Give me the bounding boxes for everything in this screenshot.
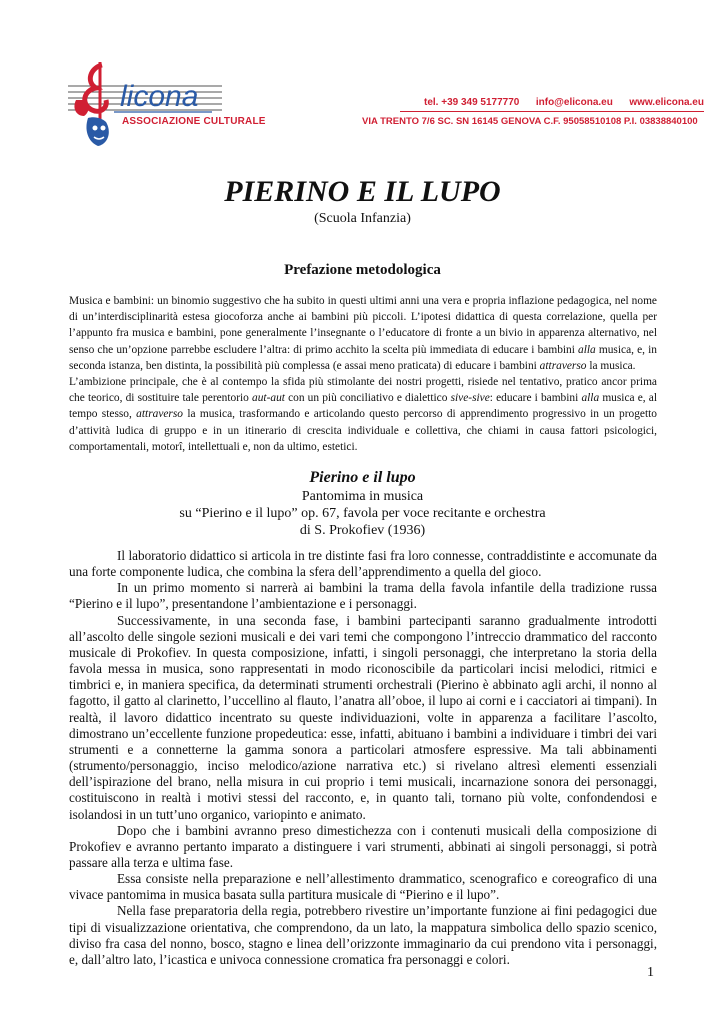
phone: tel. +39 349 5177770: [424, 97, 520, 108]
document-subtitle: (Scuola Infanzia): [314, 211, 411, 226]
body-paragraph: Il laboratorio didattico si articola in tre distinte fasi fra loro connesse, contraddistinte e accomunate da una forte componente ludica, che combina la sfera dell’apprendimento a quella del gioco.: [69, 548, 657, 580]
body-paragraph: Essa consiste nella preparazione e nell’allestimento drammatico, scenografico e coreografico di una vivace pantomima in musica basata sulla partitura musicale di “Pierino e il lupo”.: [69, 871, 657, 903]
email-link[interactable]: info@elicona.eu: [535, 97, 613, 108]
page-number: 1: [647, 965, 654, 980]
section-title: Pierino e il lupo: [309, 469, 416, 486]
section-subtitle-3: di S. Prokofiev (1936): [299, 523, 426, 538]
preface-paragraph: Musica e bambini: un binomio suggestivo che ha subito in questi ultimi anni una vera e propria inflazione pedagogica, nel nome di un’interdisciplinarità estesa giocoforza anche ai bambini più piccoli. L’ipotesi didattica di questa correlazione, quella per l’appunto fra musica e bambini, pone generalmente l’insegnante o l’educatore di fronte a un bivio in apparenza alternativo, nel senso che un’opzione parrebbe escludere l’altra: di primo acchito la scelta più immediata di educare i bambini alla musica, e, in seconda istanza, ben distinta, la possibilità più complessa (e assai meno praticata) di educare i bambini attraverso la musica.: [69, 295, 657, 372]
preface-heading: Prefazione metodologica: [284, 262, 441, 278]
body-paragraph: Dopo che i bambini avranno preso dimestichezza con i contenuti musicali della composizione di Prokofiev e avranno pertanto imparato a distinguere i vari strumenti, abbinati ai singoli personaggi, si potrà passare alla terza e ultima fase.: [69, 822, 657, 870]
document-title: PIERINO E IL LUPO: [224, 175, 501, 208]
preface-paragraph: L’ambizione principale, che è al contempo la sfida più stimolante dei nostri progetti, risiede nel tentativo, pratico ancor prima che teorico, di sostituire tale perentorio aut-aut con un più conciliativo e dialettico sive-sive: educare i bambini alla musica e, al tempo stesso, attraverso la musica, trasformando e articolando questo percorso di apprendimento progressivo in un progetto d’attività ludica di gruppo e in un itinerario di crescita individuale e collettiva, che chiami in causa fattori psicologici, comportamentali, motorî, intellettuali e, non da ultimo, estetici.: [69, 376, 657, 453]
body-paragraph: Successivamente, in una seconda fase, i bambini partecipanti saranno gradualmente introdotti all’ascolto delle singole sezioni musicali e dei vari temi che compongono l’intreccio drammatico del racconto musicale di Prokofiev. In questa composizione, infatti, i singoli personaggi, che interpretano la storia della favola messa in musica, sono rappresentati in modo riconoscibile da particolari incisi melodici, ritmici e timbrici e, in maniera specifica, da determinati strumenti orchestrali (Pierino è abbinato agli archi, il nonno al fagotto, il gatto al clarinetto, l’uccellino al flauto, l’anatra all’oboe, il lupo ai corni e i cacciatori ai timpani). In realtà, il lavoro didattico incentrato su queste individuazioni, volte in apparenza a facilitare l’ascolto, dimostrano un’eccellente funzione propedeutica: esse, infatti, abituano i bambini a individuare i timbri dei vari strumenti e a connetterne la gamma sonora a particolari atmosfere espressive. Ma tali abbinamenti (strumento/personaggio, inciso melodico/azione narrativa etc.) si rivelano altresì elementi essenziali dell’ispirazione del brano, nella misura in cui proprio i temi musicali, incarnazione sonora dei personaggi, costituiscono in realtà i motivi stessi del racconto, e, in quanto tali, tornano più volte, confondendosi e isolandosi in un tutt’uno organico, variopinto e animato.: [69, 612, 657, 822]
body-paragraph: Nella fase preparatoria della regia, potrebbero rivestire un’importante funzione ai fini pedagogici due tipi di visualizzazione orientativa, che comprendono, da un lato, la mappatura simbolica dello spazio scenico, diviso fra casa del nonno, bosco, stagno e linea dell’orizzonte immaginario da cui prendono vita i personaggi, e, dall’altro lato, l’icastica e univoca connessione cromatica fra personaggi e colori.: [69, 903, 657, 967]
body-text: [69, 548, 657, 968]
section-subtitle-1: Pantomima in musica: [301, 489, 424, 504]
website-link[interactable]: www.elicona.eu: [629, 97, 704, 108]
contact-line: [424, 97, 704, 108]
address-line: VIA TRENTO 7/6 SC. SN 16145 GENOVA C.F. 95058510108 P.I. 03838840100: [362, 116, 698, 127]
org-subtitle: ASSOCIAZIONE CULTURALE: [122, 116, 266, 127]
section-subtitle-2: su “Pierino e il lupo” op. 67, favola per voce recitante e orchestra: [179, 506, 546, 521]
preface-text: [69, 293, 657, 455]
body-paragraph: In un primo momento si narrerà ai bambini la trama della favola infantile della tradizione russa “Pierino e il lupo”, presentandone l’ambientazione e i personaggi.: [69, 580, 657, 612]
header-rule: [400, 111, 704, 112]
logo-wordmark: licona: [120, 80, 199, 113]
